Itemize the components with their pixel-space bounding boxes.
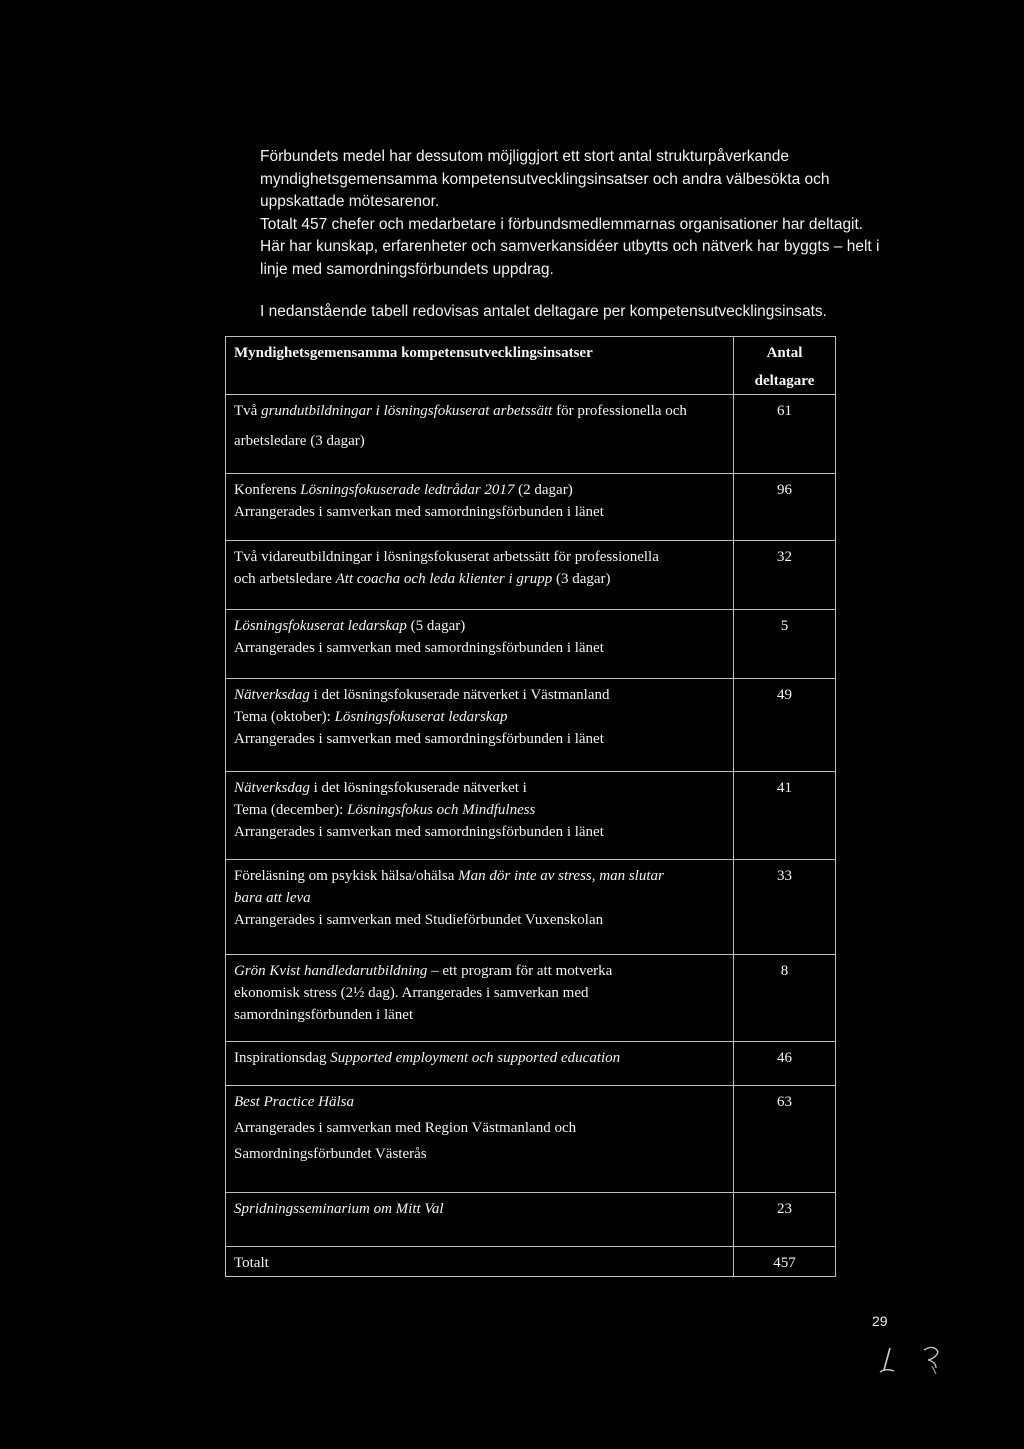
- participants-cell: 41: [734, 772, 836, 860]
- text: och arbetsledare: [234, 571, 336, 587]
- participants-cell: 8: [734, 955, 836, 1042]
- participants-cell: 61: [734, 395, 836, 474]
- italic-title: Best Practice Hälsa: [234, 1094, 354, 1110]
- italic-title: Lösningsfokuserade ledtrådar 2017: [300, 482, 515, 498]
- participants-cell: 32: [734, 541, 836, 610]
- total-label: Totalt: [226, 1247, 734, 1277]
- activity-cell: [226, 541, 734, 610]
- italic-title: Grön Kvist handledarutbildning: [234, 963, 428, 979]
- participants-cell: 49: [734, 679, 836, 772]
- participants-cell: 33: [734, 860, 836, 955]
- table-row: [226, 541, 836, 610]
- table-row: [226, 1193, 836, 1247]
- text: Samordningsförbundet Västerås: [234, 1146, 427, 1162]
- text: samordningsförbunden i länet: [234, 1007, 414, 1023]
- table-row: [226, 860, 836, 955]
- text: ekonomisk stress (2½ dag). Arrangerades i samverkan med: [234, 985, 589, 1001]
- text: Tema (december):: [234, 802, 348, 818]
- intro-line: Totalt 457 chefer och medarbetare i förbundsmedlemmarnas organisationer har deltagit.: [260, 215, 864, 233]
- table-lead-text: I nedanstående tabell redovisas antalet deltagare per kompetensutvecklingsinsats.: [260, 303, 827, 320]
- table-row: [226, 772, 836, 860]
- text: – ett program för att motverka: [427, 963, 613, 979]
- text: Arrangerades i samverkan med samordningsförbunden i länet: [234, 731, 604, 747]
- activity-cell: [226, 860, 734, 955]
- italic-title: Spridningsseminarium om Mitt Val: [234, 1201, 444, 1217]
- text: (5 dagar): [406, 618, 466, 634]
- training-participants-table: [225, 336, 836, 1277]
- intro-line: Förbundets medel har dessutom möjliggjort ett stort antal strukturpåverkande: [260, 148, 789, 165]
- table-header-row: [226, 337, 836, 395]
- text: arbetsledare (3 dagar): [234, 433, 365, 449]
- header-participants: [734, 337, 836, 395]
- text: Arrangerades i samverkan med samordningsförbunden i länet: [234, 504, 604, 520]
- italic-title: Att coacha och leda klienter i grupp: [335, 571, 553, 587]
- text: Konferens: [234, 482, 301, 498]
- table-row: [226, 610, 836, 679]
- text: (3 dagar): [552, 571, 611, 587]
- activity-cell: [226, 1042, 734, 1086]
- table-row: [226, 679, 836, 772]
- italic-title: bara att leva: [234, 890, 311, 906]
- activity-cell: [226, 610, 734, 679]
- italic-title: Man dör inte av stress, man slutar: [458, 868, 664, 884]
- header-activity: Myndighetsgemensamma kompetensutvecklingsinsatser: [226, 337, 734, 395]
- intro-line: Här har kunskap, erfarenheter och samverkansidéer utbytts och nätverk har byggts – helt i: [260, 238, 880, 255]
- header-participants-line1: Antal: [766, 345, 803, 361]
- participants-cell: 5: [734, 610, 836, 679]
- participants-cell: 63: [734, 1086, 836, 1193]
- table-row: [226, 1042, 836, 1086]
- text: Föreläsning om psykisk hälsa/ohälsa: [234, 868, 459, 884]
- activity-cell: [226, 1086, 734, 1193]
- intro-paragraph: [260, 146, 900, 281]
- activity-cell: [226, 474, 734, 541]
- total-count: 457: [734, 1247, 836, 1277]
- text: Arrangerades i samverkan med samordningsförbunden i länet: [234, 640, 604, 656]
- text: Arrangerades i samverkan med Studieförbundet Vuxenskolan: [234, 912, 604, 928]
- text: (2 dagar): [514, 482, 573, 498]
- intro-line: linje med samordningsförbundets uppdrag.: [260, 260, 554, 278]
- table-row: [226, 955, 836, 1042]
- activity-cell: [226, 1193, 734, 1247]
- header-participants-line2: deltagare: [754, 373, 815, 389]
- activity-cell: [226, 395, 734, 474]
- italic-title: Lösningsfokuserat ledarskap: [334, 709, 508, 725]
- intro-line: uppskattade mötesarenor.: [260, 193, 440, 210]
- participants-cell: 46: [734, 1042, 836, 1086]
- table-row: [226, 1086, 836, 1193]
- text: för professionella och: [552, 403, 687, 419]
- table-row: [226, 474, 836, 541]
- intro-line: myndighetsgemensamma kompetensutvecklingsinsatser och andra välbesökta och: [260, 170, 830, 188]
- text: Tema (oktober):: [234, 709, 335, 725]
- participants-cell: 23: [734, 1193, 836, 1247]
- table-total-row: [226, 1247, 836, 1277]
- text: Arrangerades i samverkan med Region Västmanland och: [234, 1120, 577, 1136]
- participants-cell: 96: [734, 474, 836, 541]
- text: Två vidareutbildningar i lösningsfokuserat arbetssätt för professionella: [234, 549, 659, 565]
- italic-title: Lösningsfokus och Mindfulness: [347, 802, 536, 818]
- activity-cell: [226, 955, 734, 1042]
- activity-cell: [226, 679, 734, 772]
- italic-title: Supported employment och supported education: [330, 1050, 621, 1066]
- handwritten-initials-icon: [876, 1342, 956, 1376]
- text: i det lösningsfokuserade nätverket i Västmanland: [309, 687, 610, 703]
- page-number: 29: [872, 1313, 888, 1329]
- activity-cell: [226, 772, 734, 860]
- table-row: [226, 395, 836, 474]
- text: Arrangerades i samverkan med samordningsförbunden i länet: [234, 824, 604, 840]
- italic-title: Lösningsfokuserat ledarskap: [234, 618, 407, 634]
- italic-title: Nätverksdag: [234, 780, 310, 796]
- text: Inspirationsdag: [234, 1050, 331, 1066]
- italic-title: grundutbildningar i lösningsfokuserat arbetssätt: [261, 403, 553, 419]
- italic-title: Nätverksdag: [234, 687, 310, 703]
- text: i det lösningsfokuserade nätverket i: [309, 780, 527, 796]
- text: Två: [234, 403, 262, 419]
